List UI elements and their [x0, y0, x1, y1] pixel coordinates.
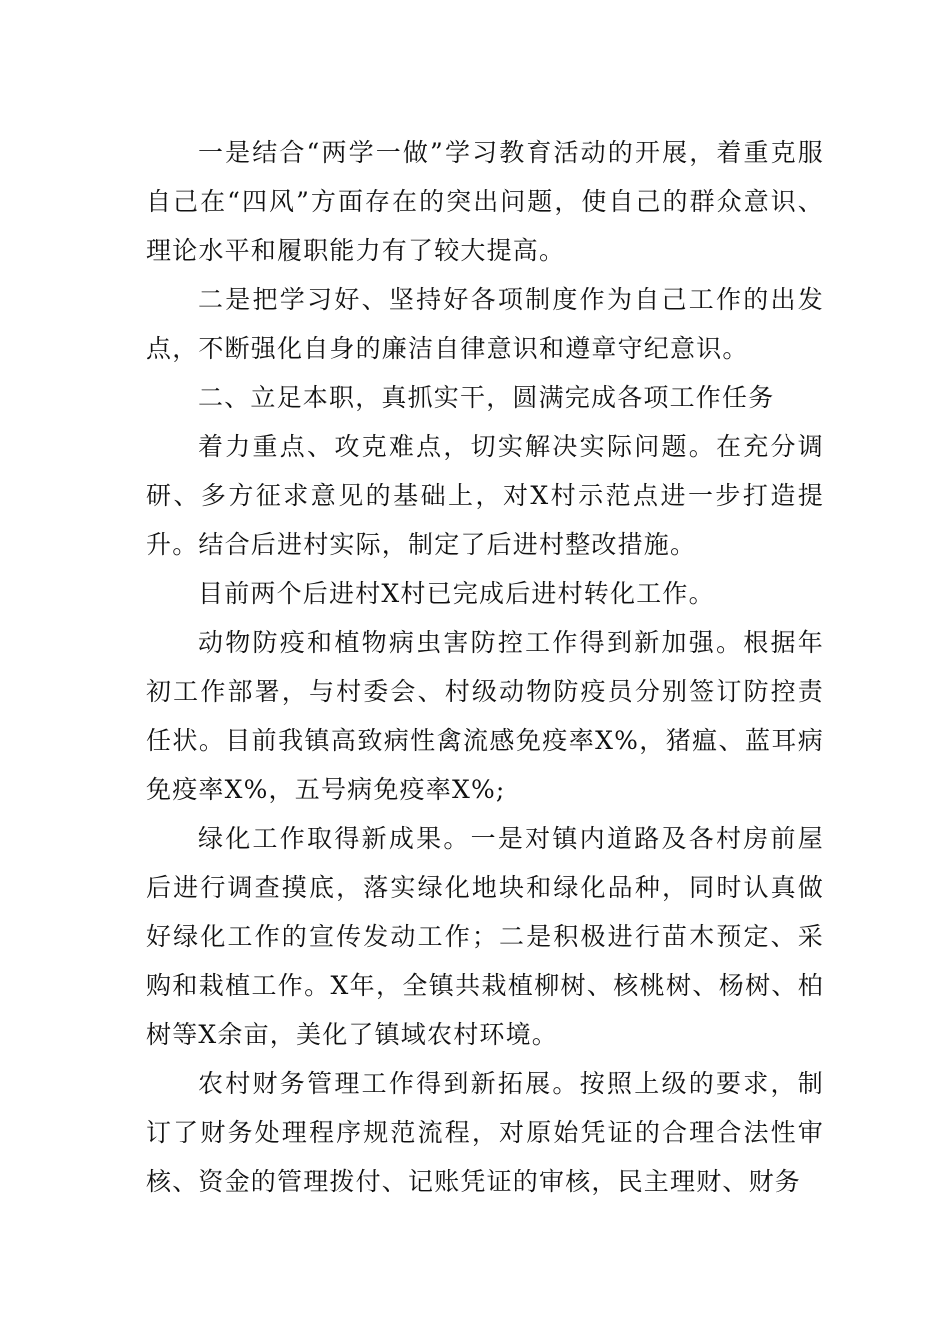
- paragraph-3: 着力重点、攻克难点，切实解决实际问题。在充分调研、多方征求意见的基础上，对X村示范点进一步打造提升。结合后进村实际，制定了后进村整改措施。: [146, 432, 824, 559]
- paragraph-1: 一是结合“两学一做”学习教育活动的开展，着重克服自己在“四风”方面存在的突出问题，使自己的群众意识、理论水平和履职能力有了较大提高。: [146, 138, 824, 265]
- document-page: [146, 128, 824, 1206]
- paragraph-5: 动物防疫和植物病虫害防控工作得到新加强。根据年初工作部署，与村委会、村级动物防疫员分别签订防控责任状。目前我镇高致病性禽流感免疫率X%，猪瘟、蓝耳病免疫率X%，五号病免疫率X%;: [146, 628, 824, 804]
- paragraph-4: 目前两个后进村X村已完成后进村转化工作。: [198, 579, 715, 608]
- paragraph-7: 农村财务管理工作得到新拓展。按照上级的要求，制订了财务处理程序规范流程，对原始凭证的合理合法性审核、资金的管理拨付、记账凭证的审核，民主理财、财务: [146, 1069, 824, 1196]
- paragraph-2: 二是把学习好、坚持好各项制度作为自己工作的出发点，不断强化自身的廉洁自律意识和遵章守纪意识。: [146, 285, 824, 363]
- section-heading: 二、立足本职，真抓实干，圆满完成各项工作任务: [198, 383, 775, 412]
- paragraph-6: 绿化工作取得新成果。一是对镇内道路及各村房前屋后进行调查摸底，落实绿化地块和绿化品种，同时认真做好绿化工作的宣传发动工作；二是积极进行苗木预定、采购和栽植工作。X年，全镇共栽植柳树、核桃树、杨树、柏树等X余亩，美化了镇域农村环境。: [146, 824, 824, 1049]
